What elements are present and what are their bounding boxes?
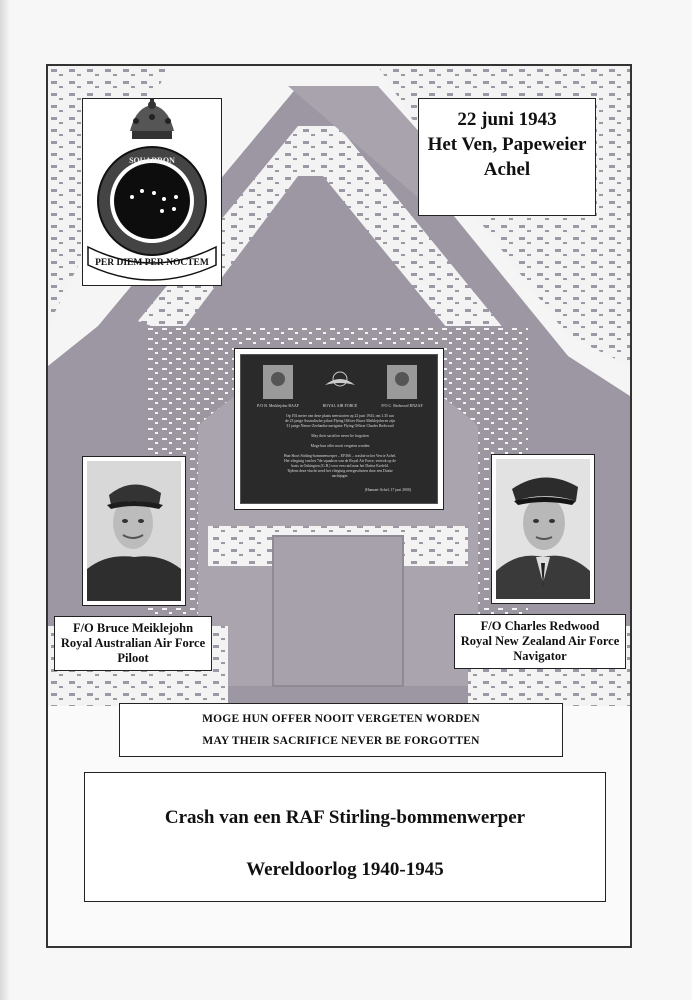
portrait-bruce-meiklejohn xyxy=(82,456,186,606)
svg-text:ROYAL AIR FORCE: ROYAL AIR FORCE xyxy=(322,403,358,408)
svg-text:Moge hun offer nooit vergeten: Moge hun offer nooit vergeten worden xyxy=(310,444,370,448)
svg-text:Het vliegtuig van het 7de squa: Het vliegtuig van het 7de squadron van de Royal Air Force, vertrok op de xyxy=(284,459,396,463)
event-date: 22 juni 1943 xyxy=(457,109,557,130)
svg-text:basis in Oakington (G.B.) voor: basis in Oakington (G.B.) voor een raid naar het Duitse Krefeld. xyxy=(291,464,389,468)
svg-text:SQUADRON: SQUADRON xyxy=(129,156,175,165)
svg-text:PER DIEM PER NOCTEM: PER DIEM PER NOCTEM xyxy=(95,258,209,268)
svg-text:(Hamont-Achel, 17 juni 2000): (Hamont-Achel, 17 juni 2000) xyxy=(364,488,411,492)
svg-text:May their sacrifice never be f: May their sacrifice never be forgotten xyxy=(311,434,369,438)
svg-text:Tijdens deze vlucht werd het v: Tijdens deze vlucht werd het vliegtuig neergeschoten door een Duitse xyxy=(287,469,393,473)
squadron-crest-icon xyxy=(84,99,220,283)
person-force: Royal New Zealand Air Force xyxy=(460,634,620,648)
caption-bruce-meiklejohn xyxy=(54,616,212,671)
svg-text:P/O B. Meiklejohn RAAF: P/O B. Meiklejohn RAAF xyxy=(256,403,300,408)
svg-text:Op 192 meter van deze plaats n: Op 192 meter van deze plaats neerstorten op 22 juni 1943, om 1.35 uur xyxy=(285,414,395,418)
svg-text:P/O C. Redwood RNZAF: P/O C. Redwood RNZAF xyxy=(381,403,423,408)
raf-eagle-icon xyxy=(325,372,355,386)
squadron-crest-box xyxy=(82,98,222,286)
caption-charles-redwood xyxy=(454,614,626,669)
corner-pencil-mark xyxy=(681,2,684,12)
portrait-photo-right xyxy=(496,459,590,599)
portrait-photo-left xyxy=(87,461,181,601)
svg-text:31 jarige Nieuw-Zeelandse navi: 31 jarige Nieuw-Zeelandse navigator Flying Officer Charles Redwood xyxy=(286,424,394,428)
person-role: Piloot xyxy=(117,651,149,665)
poster-frame xyxy=(46,64,632,948)
person-force: Royal Australian Air Force xyxy=(60,636,206,650)
svg-text:nachtjager.: nachtjager. xyxy=(331,474,349,478)
page-edge-shadow xyxy=(0,0,10,1000)
svg-text:de 23 jarige Australische pilo: de 23 jarige Australische piloot Flying Officer Bruce Meiklejohn en zijn xyxy=(285,419,395,423)
crown-icon xyxy=(130,99,174,139)
person-name: F/O Bruce Meiklejohn xyxy=(72,621,194,635)
date-location-box xyxy=(418,98,596,216)
memorial-plaque-photo xyxy=(234,348,444,510)
motto-english: MAY THEIR SACRIFICE NEVER BE FORGOTTEN xyxy=(202,735,480,747)
motto-dutch: MOGE HUN OFFER NOOIT VERGETEN WORDEN xyxy=(202,713,480,725)
subtitle: Wereldoorlog 1940-1945 xyxy=(246,859,444,880)
event-location: Het Ven, Papeweier xyxy=(427,134,587,155)
person-role: Navigator xyxy=(513,649,567,663)
svg-text:Hun Short Stirling-bommenwerpe: Hun Short Stirling-bommenwerper – EF366 – crashte in het Ven te Achel. xyxy=(283,454,397,458)
plaque-surface xyxy=(240,354,438,504)
portrait-charles-redwood xyxy=(491,454,595,604)
person-name: F/O Charles Redwood xyxy=(480,619,600,633)
remembrance-motto-box xyxy=(119,703,563,757)
event-town: Achel xyxy=(483,159,531,180)
title-box xyxy=(84,772,606,902)
main-title: Crash van een RAF Stirling-bommenwerper xyxy=(164,807,526,828)
